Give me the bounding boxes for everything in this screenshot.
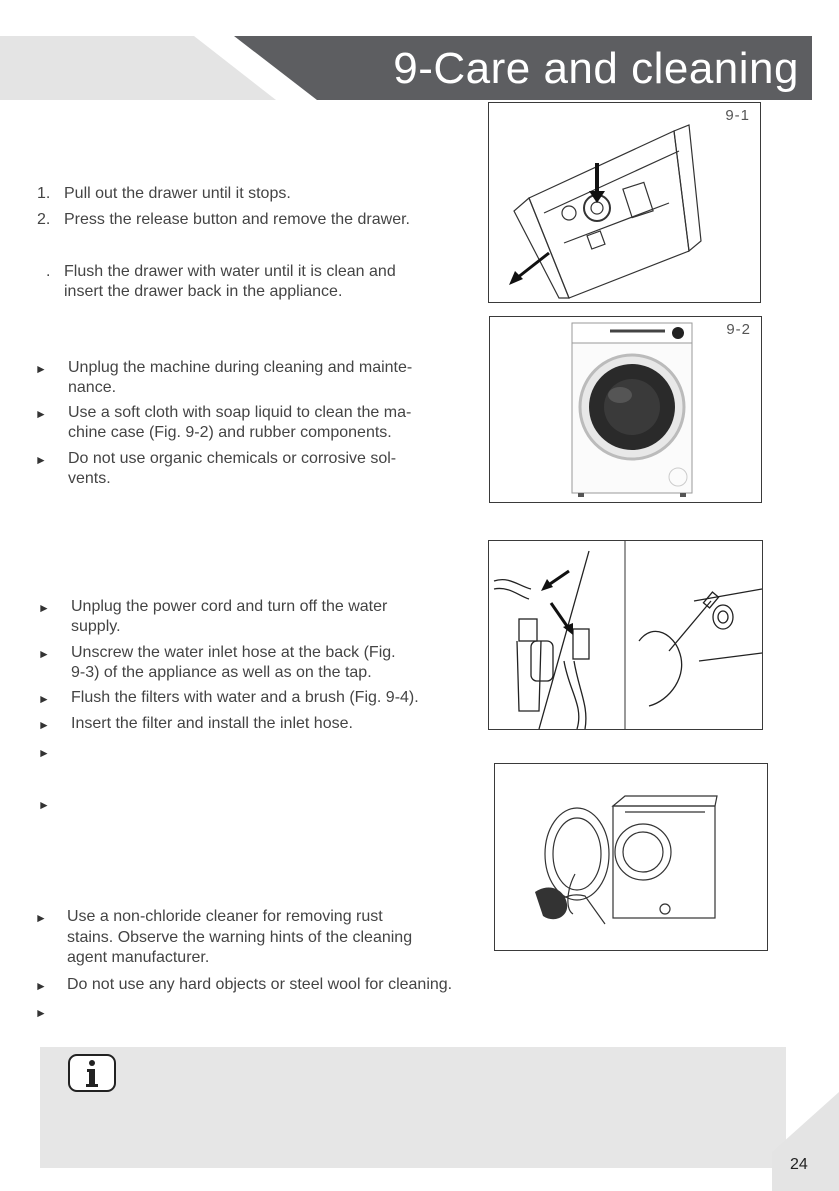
figure-label: 9-1 [725,107,750,124]
bullet-text: nance. [68,379,117,396]
figure-9-2 [489,316,762,503]
bullet-icon: ► [35,453,47,467]
drum-cleaning-illustration [495,764,767,950]
bullet-icon: ► [38,601,50,615]
bullet-icon: ► [35,407,47,421]
bullet-text: stains. Observe the warning hints of the cleaning [67,929,413,946]
figure-label: 9-2 [726,321,751,338]
info-box [40,1047,786,1168]
bullet-text: Use a non-chloride cleaner for removing rust [67,908,383,925]
bullet-text: Unplug the power cord and turn off the water [71,598,388,615]
step-text: insert the drawer back in the appliance. [64,283,343,300]
bullet-text: 9-3) of the appliance as well as on the tap. [71,664,372,681]
info-icon [67,1053,119,1095]
figure-9-1 [488,102,761,303]
bullet-text: vents. [68,470,111,487]
bullet-text: supply. [71,618,121,635]
figure-drum-cleaning [494,763,768,951]
bullet-icon: ► [38,647,50,661]
bullet-icon: ► [35,362,47,376]
step-number: 2. [37,211,51,228]
bullet-icon: ► [38,692,50,706]
figure-filter-cleaning [488,540,763,730]
bullet-text: Do not use any hard objects or steel wool for cleaning. [67,976,453,993]
bullet-text: chine case (Fig. 9-2) and rubber components. [68,424,392,441]
bullet-icon: ► [38,746,50,760]
bullet-icon: ► [38,718,50,732]
bullet-text: Use a soft cloth with soap liquid to clean the ma- [68,404,412,421]
bullet-text: Do not use organic chemicals or corrosive sol- [68,450,397,467]
bullet-text: agent manufacturer. [67,949,210,966]
bullet-icon: ► [35,1006,47,1020]
step-text: Pull out the drawer until it stops. [64,185,291,202]
bullet-text: Flush the filters with water and a brush (Fig. 9-4). [71,689,419,706]
drawer-illustration [489,103,760,302]
bullet-text: Unplug the machine during cleaning and mainte- [68,359,413,376]
bullet-icon: ► [38,798,50,812]
page-title: 9-Care and cleaning [393,44,799,93]
step-text: Press the release button and remove the drawer. [64,211,410,228]
step-number: 1. [37,185,51,202]
step-number: . [46,263,51,280]
bullet-text: Unscrew the water inlet hose at the back (Fig. [71,644,396,661]
header-decoration-light [0,36,276,100]
filter-illustration [489,541,762,729]
bullet-icon: ► [35,979,47,993]
page-number: 24 [790,1156,808,1173]
bullet-text: Insert the filter and install the inlet hose. [71,715,353,732]
step-text: Flush the drawer with water until it is clean and [64,263,396,280]
bullet-icon: ► [35,911,47,925]
washing-machine-illustration [490,317,761,502]
